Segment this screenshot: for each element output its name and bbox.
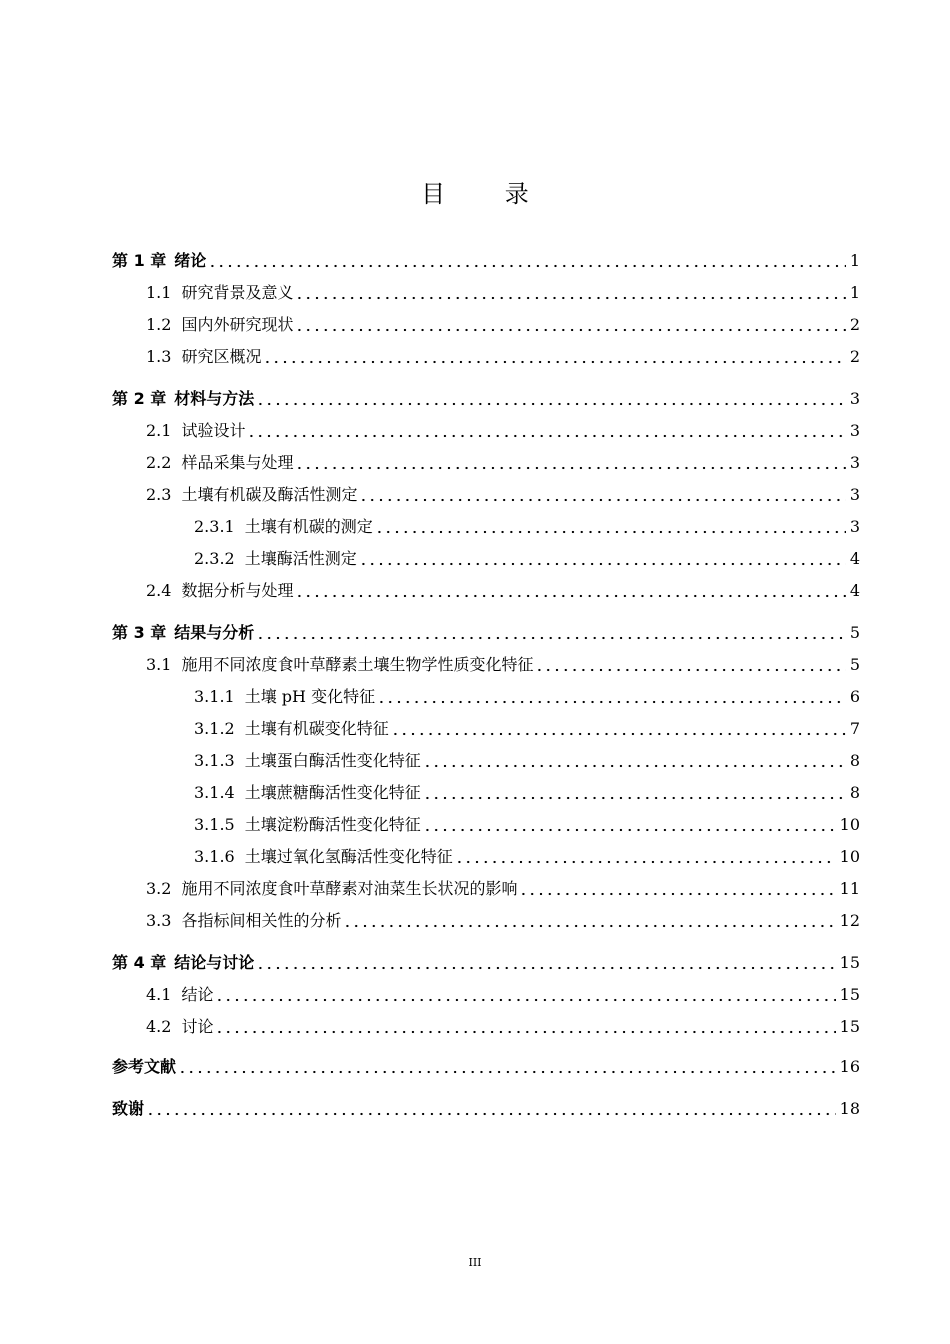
dot-leader (295, 328, 845, 332)
dot-leader (423, 764, 846, 768)
toc-entry[interactable] (112, 712, 860, 740)
toc-entry-number: 3.1 (146, 655, 172, 674)
toc-entry-page: 18 (839, 1099, 860, 1118)
page-title: 目 录 (421, 180, 555, 208)
toc-entry-page: 4 (849, 581, 860, 600)
toc-entry-page: 1 (849, 283, 860, 302)
toc-entry-title: 土壤有机碳及酶活性测定 (181, 485, 358, 504)
toc-entry-title: 土壤有机碳变化特征 (244, 719, 389, 738)
dot-leader (343, 924, 835, 928)
dot-leader (377, 700, 846, 704)
toc-entry-title: 试验设计 (181, 421, 246, 440)
toc-entry[interactable] (112, 478, 860, 506)
toc-entry-page: 12 (839, 911, 860, 930)
dot-leader (146, 1112, 836, 1116)
toc-entry-page: 2 (849, 347, 860, 366)
toc-entry-title: 土壤 pH 变化特征 (244, 687, 376, 706)
dot-leader (215, 998, 835, 1002)
toc-entry-page: 3 (849, 389, 860, 408)
toc-entry-title: 结果与分析 (174, 623, 255, 642)
dot-leader (215, 1030, 835, 1034)
toc-entry-number: 第 3 章 (112, 623, 167, 642)
toc-entry-page: 2 (849, 315, 860, 334)
toc-entry-title: 绪论 (174, 251, 207, 270)
page-number: III (468, 1256, 482, 1269)
toc-entry[interactable] (112, 340, 860, 368)
dot-leader (359, 562, 846, 566)
toc-entry-number: 3.1.5 (194, 815, 235, 834)
toc-entry-page: 5 (849, 623, 860, 642)
dot-leader (295, 296, 845, 300)
toc-entry-title: 各指标间相关性的分析 (181, 911, 342, 930)
toc-entry-number: 第 2 章 (112, 389, 167, 408)
toc-entry[interactable] (112, 1092, 860, 1120)
toc-entry[interactable] (112, 446, 860, 474)
toc-entry-number: 3.1.2 (194, 719, 235, 738)
toc-entry-page: 16 (839, 1057, 860, 1076)
toc-entry-page: 15 (839, 953, 860, 972)
dot-leader (256, 402, 846, 406)
dot-leader (535, 668, 845, 672)
dot-leader (359, 498, 845, 502)
toc-entry[interactable] (112, 776, 860, 804)
toc-entry[interactable] (112, 744, 860, 772)
dot-leader (519, 892, 835, 896)
toc-entry[interactable] (112, 1010, 860, 1038)
toc-entry-number: 2.3 (146, 485, 172, 504)
toc-entry[interactable] (112, 904, 860, 932)
toc-entry[interactable] (112, 510, 860, 538)
dot-leader (263, 360, 845, 364)
toc-entry-title: 数据分析与处理 (181, 581, 294, 600)
toc-entry-title: 研究背景及意义 (181, 283, 294, 302)
toc-entry-page: 10 (839, 847, 860, 866)
toc-entry-page: 15 (839, 985, 860, 1004)
dot-leader (295, 594, 845, 598)
toc-entry-number: 1.2 (146, 315, 172, 334)
toc-entry[interactable] (112, 542, 860, 570)
toc-entry-page: 3 (849, 453, 860, 472)
toc-entry-title: 国内外研究现状 (181, 315, 294, 334)
toc-entry-number: 2.3.1 (194, 517, 235, 536)
dot-leader (391, 732, 846, 736)
toc-entry[interactable] (112, 616, 860, 644)
toc-entry-title: 土壤淀粉酶活性变化特征 (244, 815, 421, 834)
toc-entry-number: 1.3 (146, 347, 172, 366)
toc-entry-number: 3.2 (146, 879, 172, 898)
toc-entry[interactable] (112, 680, 860, 708)
toc-entry-page: 8 (849, 783, 860, 802)
toc-entry-title: 参考文献 (112, 1057, 177, 1076)
toc-entry-page: 1 (849, 251, 860, 270)
dot-leader (423, 796, 846, 800)
toc-entry[interactable] (112, 414, 860, 442)
toc-entry[interactable] (112, 872, 860, 900)
toc-entry-page: 5 (849, 655, 860, 674)
toc-entry-number: 3.1.4 (194, 783, 235, 802)
toc-entry-title: 施用不同浓度食叶草酵素对油菜生长状况的影响 (181, 879, 518, 898)
toc-entry[interactable] (112, 574, 860, 602)
toc-entry-title: 土壤有机碳的测定 (244, 517, 373, 536)
toc-entry-title: 土壤蔗糖酶活性变化特征 (244, 783, 421, 802)
toc-entry-number: 3.1.6 (194, 847, 235, 866)
dot-leader (295, 466, 845, 470)
toc-entry-number: 3.3 (146, 911, 172, 930)
toc-entry[interactable] (112, 946, 860, 974)
toc-entry-page: 3 (849, 421, 860, 440)
toc-entry[interactable] (112, 808, 860, 836)
toc-entry-number: 2.3.2 (194, 549, 235, 568)
toc-entry-page: 7 (849, 719, 860, 738)
dot-leader (256, 636, 846, 640)
toc-entry-page: 15 (839, 1017, 860, 1036)
dot-leader (375, 530, 846, 534)
toc-entry-page: 8 (849, 751, 860, 770)
toc-entry[interactable] (112, 382, 860, 410)
toc-entry-page: 3 (849, 485, 860, 504)
dot-leader (178, 1070, 836, 1074)
toc-entry-page: 3 (849, 517, 860, 536)
toc-entry[interactable] (112, 840, 860, 868)
toc-entry-page: 11 (839, 879, 860, 898)
dot-leader (208, 264, 846, 268)
toc-entry-title: 施用不同浓度食叶草酵素土壤生物学性质变化特征 (181, 655, 534, 674)
dot-leader (247, 434, 845, 438)
dot-leader (455, 860, 836, 864)
toc-entry-number: 2.1 (146, 421, 172, 440)
toc-entry-number: 2.4 (146, 581, 172, 600)
toc-entry[interactable] (112, 244, 860, 272)
toc-entry-number: 3.1.3 (194, 751, 235, 770)
dot-leader (423, 828, 836, 832)
toc-entry-number: 4.1 (146, 985, 172, 1004)
toc-entry-title: 土壤过氧化氢酶活性变化特征 (244, 847, 453, 866)
toc-entry-title: 土壤酶活性测定 (244, 549, 357, 568)
toc-entry-page: 4 (849, 549, 860, 568)
toc-entry[interactable] (112, 1050, 860, 1078)
toc-entry-title: 研究区概况 (181, 347, 262, 366)
toc-entry-title: 样品采集与处理 (181, 453, 294, 472)
toc-entry-title: 结论与讨论 (174, 953, 255, 972)
toc-entry[interactable] (112, 648, 860, 676)
toc-entry-title: 致谢 (112, 1099, 145, 1118)
toc-entry-number: 第 1 章 (112, 251, 167, 270)
toc-entry-page: 10 (839, 815, 860, 834)
toc-entry-number: 4.2 (146, 1017, 172, 1036)
toc-entry-number: 1.1 (146, 283, 172, 302)
toc-entry-title: 材料与方法 (174, 389, 255, 408)
toc-entry[interactable] (112, 308, 860, 336)
toc-entry-number: 2.2 (146, 453, 172, 472)
toc-entry[interactable] (112, 978, 860, 1006)
toc-entry-title: 讨论 (181, 1017, 214, 1036)
toc-entry-title: 土壤蛋白酶活性变化特征 (244, 751, 421, 770)
toc-entry-number: 3.1.1 (194, 687, 235, 706)
toc-entry[interactable] (112, 276, 860, 304)
toc-entry-title: 结论 (181, 985, 214, 1004)
toc-entry-number: 第 4 章 (112, 953, 167, 972)
dot-leader (256, 966, 835, 970)
toc-entry-page: 6 (849, 687, 860, 706)
